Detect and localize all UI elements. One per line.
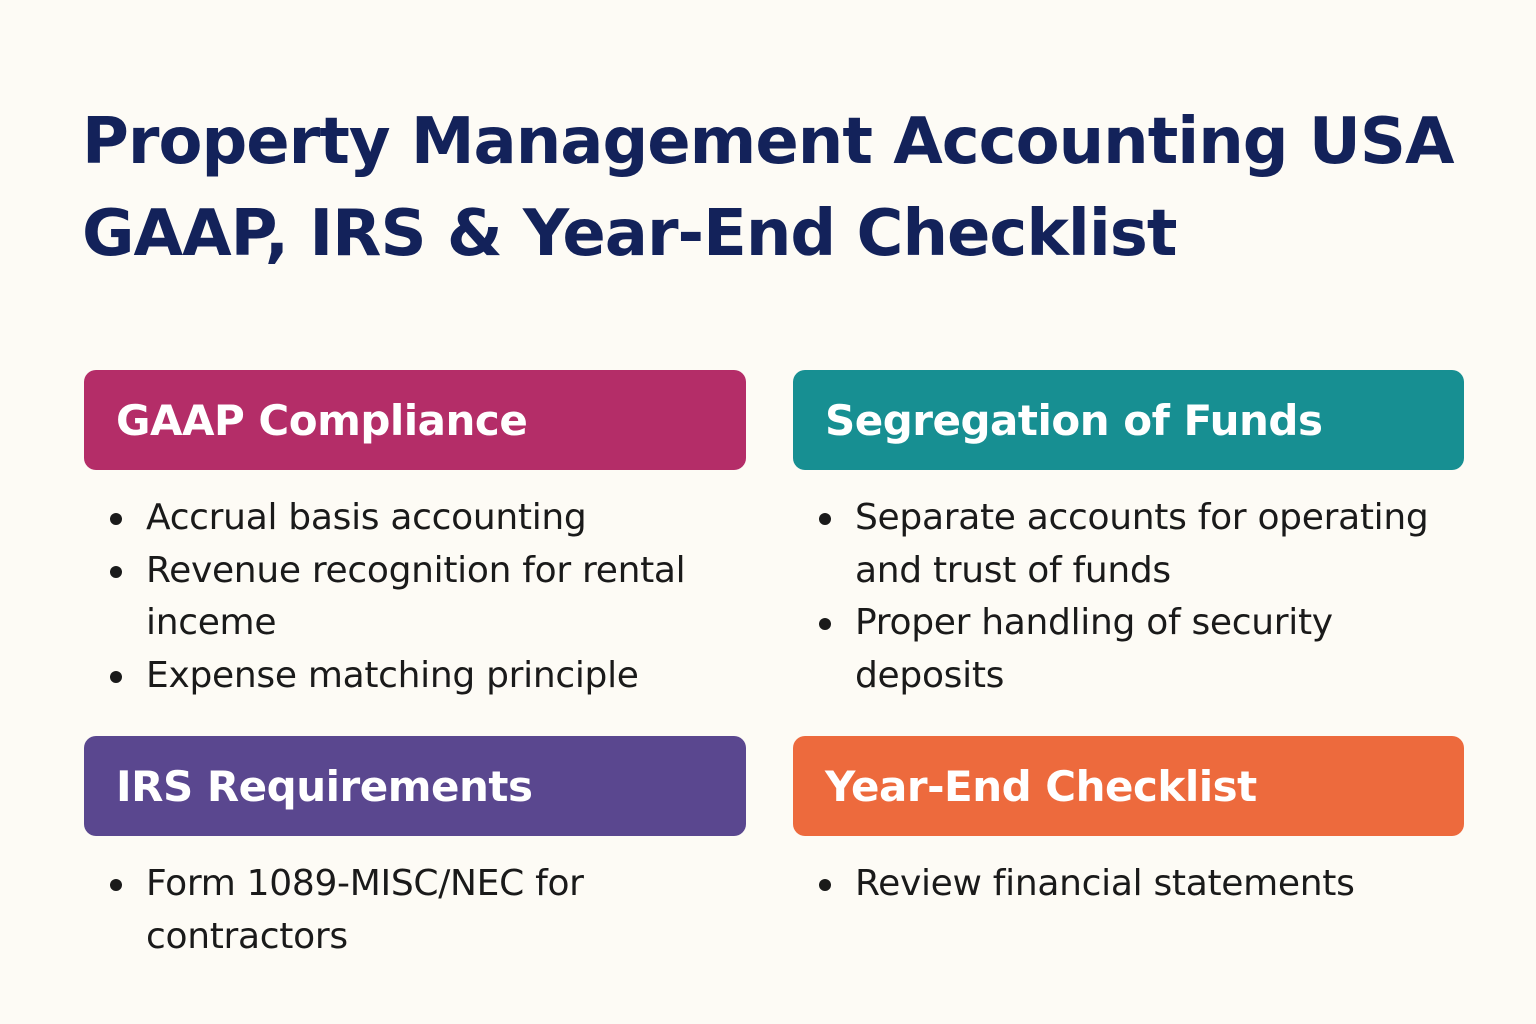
- irs-requirements-heading: IRS Requirements: [116, 761, 533, 811]
- segregation-of-funds-list: [793, 492, 1464, 702]
- list-item: [84, 545, 746, 650]
- page-title-line-1: Property Management Accounting USA: [82, 105, 1454, 179]
- page-title: [82, 96, 1522, 280]
- gaap-compliance-section: [84, 370, 746, 702]
- list-item-text: Review financial statements: [855, 863, 1355, 904]
- year-end-checklist-heading: Year-End Checklist: [825, 761, 1257, 811]
- list-item: [84, 650, 746, 703]
- list-item: [84, 492, 746, 545]
- gaap-compliance-header: [84, 370, 746, 470]
- bullet-icon: [819, 513, 831, 525]
- segregation-of-funds-header: [793, 370, 1464, 470]
- list-item: [84, 858, 746, 963]
- irs-requirements-list: [84, 858, 746, 963]
- list-item: [793, 858, 1464, 911]
- bullet-icon: [110, 513, 122, 525]
- bullet-icon: [110, 671, 122, 683]
- year-end-checklist-section: [793, 736, 1464, 911]
- bullet-icon: [819, 618, 831, 630]
- bullet-icon: [819, 879, 831, 891]
- page-title-line-2: GAAP, IRS & Year-End Checklist: [82, 197, 1177, 271]
- list-item-text: Revenue recognition for rental inceme: [146, 549, 686, 643]
- list-item-text: Accrual basis accounting: [146, 497, 587, 538]
- bullet-icon: [110, 879, 122, 891]
- irs-requirements-section: [84, 736, 746, 963]
- bullet-icon: [110, 566, 122, 578]
- segregation-of-funds-section: [793, 370, 1464, 702]
- year-end-checklist-header: [793, 736, 1464, 836]
- list-item-text: Proper handling of security deposits: [855, 602, 1333, 696]
- list-item: [793, 597, 1464, 702]
- list-item-text: Form 1089-MISC/NEC for contractors: [146, 863, 584, 957]
- gaap-compliance-heading: GAAP Compliance: [116, 395, 528, 445]
- irs-requirements-header: [84, 736, 746, 836]
- year-end-checklist-list: [793, 858, 1464, 911]
- list-item-text: Separate accounts for operating and trust of funds: [855, 497, 1429, 591]
- segregation-of-funds-heading: Segregation of Funds: [825, 395, 1323, 445]
- list-item-text: Expense matching principle: [146, 654, 639, 696]
- list-item: [793, 492, 1464, 597]
- gaap-compliance-list: [84, 492, 746, 702]
